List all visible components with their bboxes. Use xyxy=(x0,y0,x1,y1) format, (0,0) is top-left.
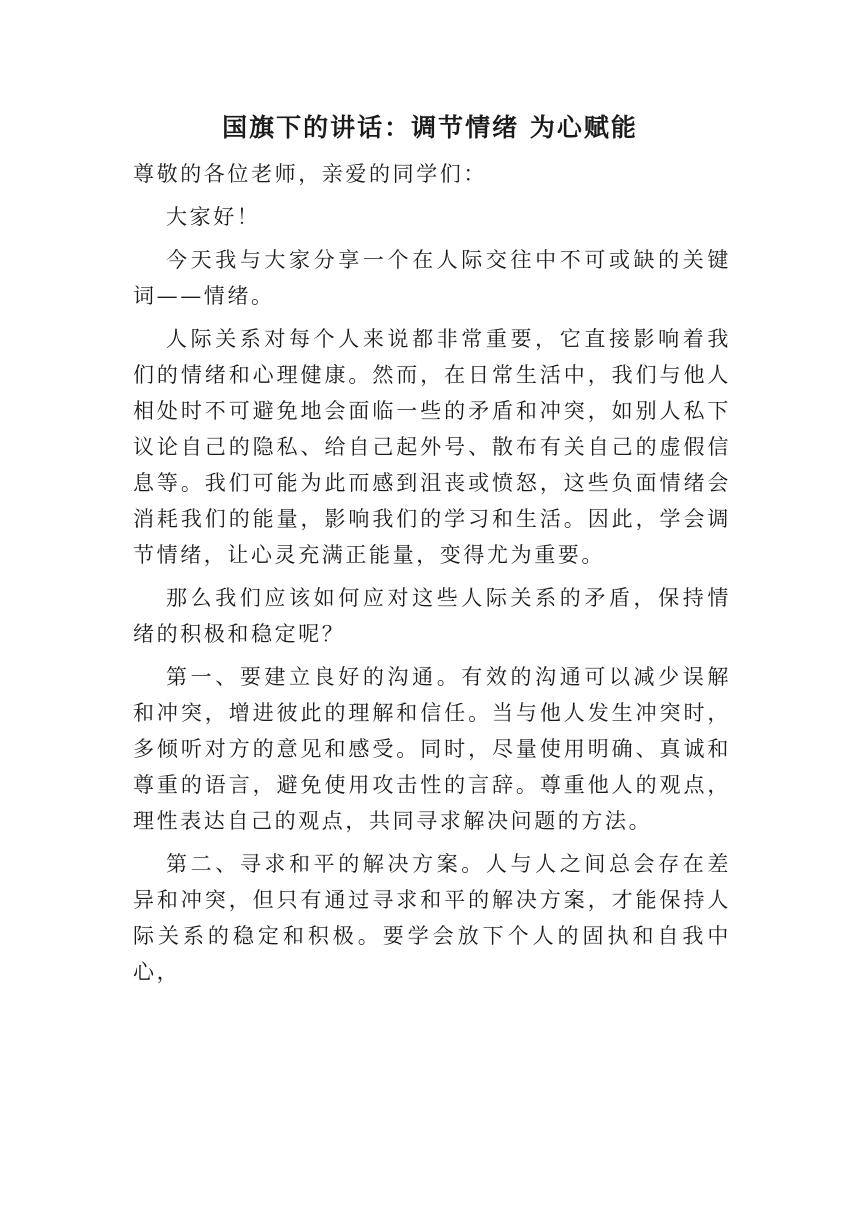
paragraph-relationships: 人际关系对每个人来说都非常重要，它直接影响着我们的情绪和心理健康。然而，在日常生活中，我们与他人相处时不可避免地会面临一些的矛盾和冲突，如别人私下议论自己的隐私、给自己起外号、散布有关自己的虚假信息等。我们可能为此而感到沮丧或愤怒，这些负面情绪会消耗我们的能量，影响我们的学习和生活。因此，学会调节情绪，让心灵充满正能量，变得尤为重要。 xyxy=(133,327,731,567)
salutation: 尊敬的各位老师，亲爱的同学们： xyxy=(133,162,487,186)
document-body xyxy=(133,156,731,990)
paragraph-point-two: 第二、寻求和平的解决方案。人与人之间总会存在差异和冲突，但只有通过寻求和平的解决方案，才能保持人际关系的稳定和积极。要学会放下个人的固执和自我中心， xyxy=(133,852,731,984)
paragraph-question: 那么我们应该如何应对这些人际关系的矛盾，保持情绪的积极和稳定呢？ xyxy=(133,586,731,646)
paragraph-point-one: 第一、要建立良好的沟通。有效的沟通可以减少误解和冲突，增进彼此的理解和信任。当与他人发生冲突时，多倾听对方的意见和感受。同时，尽量使用明确、真诚和尊重的语言，避免使用攻击性的言辞。尊重他人的观点，理性表达自己的观点，共同寻求解决问题的方法。 xyxy=(133,665,731,833)
paragraph-greeting: 大家好！ xyxy=(166,205,261,229)
paragraph-intro: 今天我与大家分享一个在人际交往中不可或缺的关键词——情绪。 xyxy=(133,248,731,308)
document-title: 国旗下的讲话：调节情绪 为心赋能 xyxy=(222,113,638,142)
